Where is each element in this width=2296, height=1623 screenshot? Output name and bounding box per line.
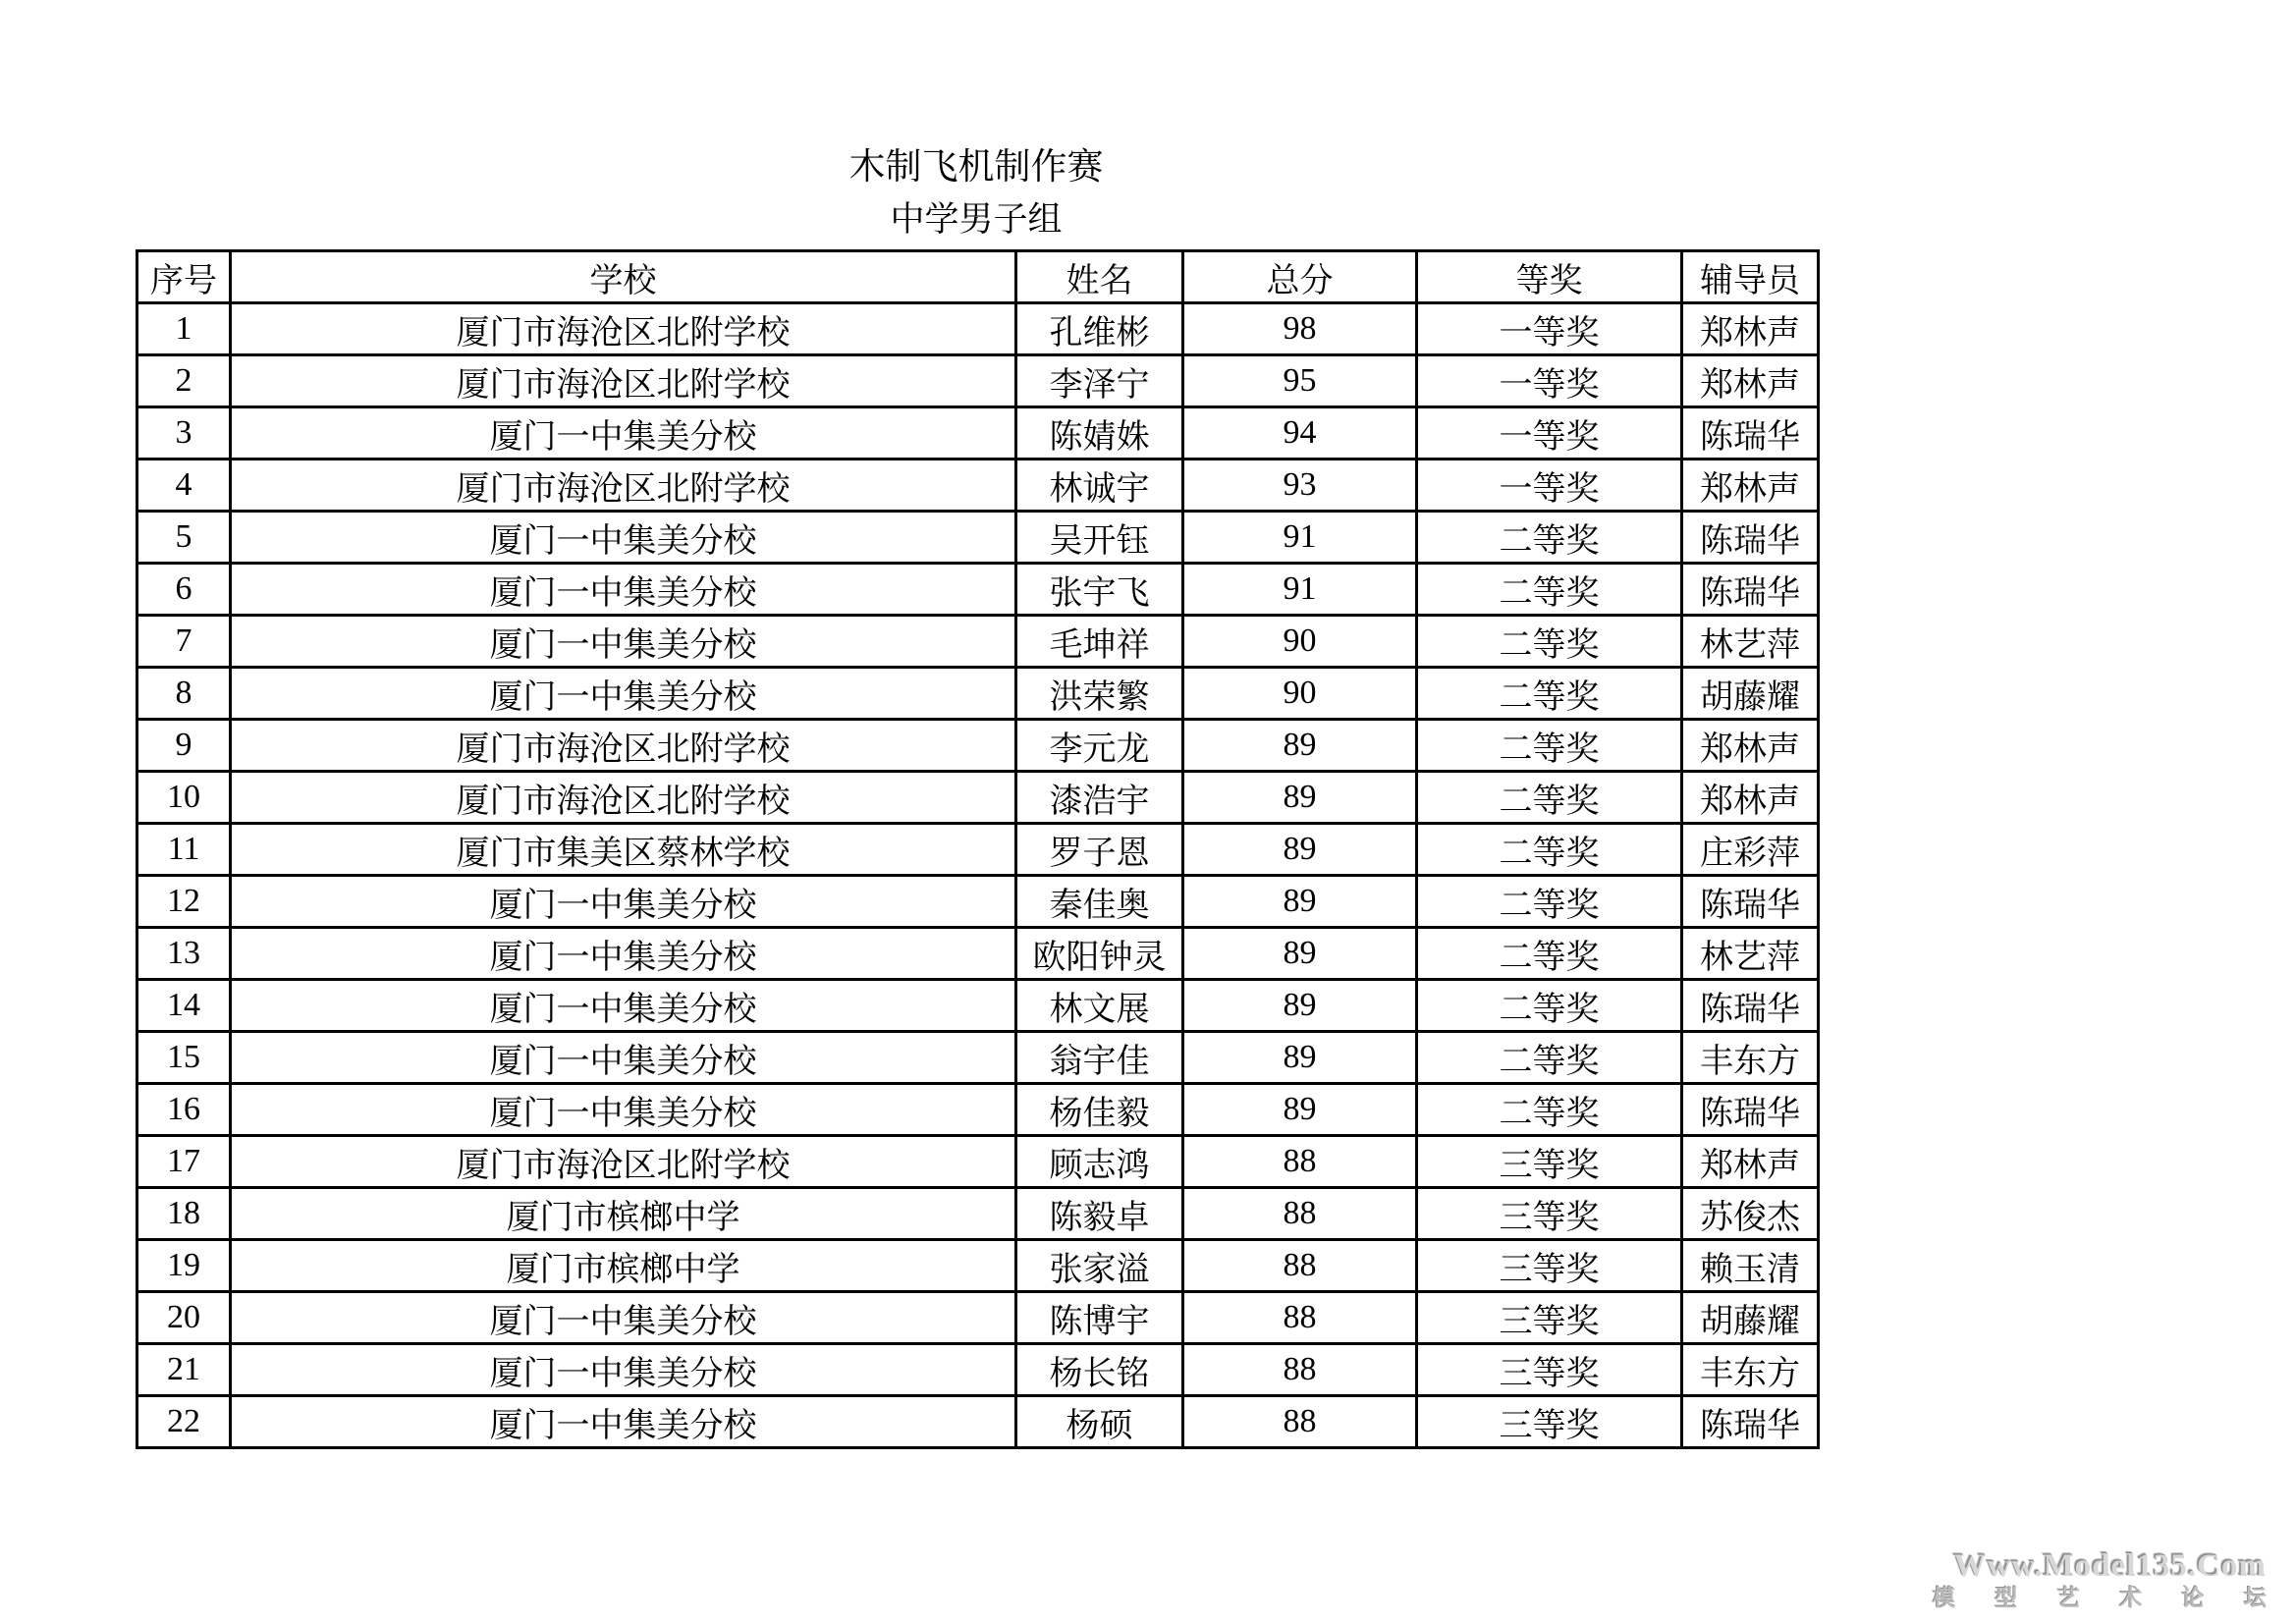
cell-award: 三等奖: [1417, 1136, 1682, 1188]
cell-school: 厦门市海沧区北附学校: [231, 303, 1016, 355]
results-table: [136, 249, 1820, 1449]
cell-name: 毛坤祥: [1016, 616, 1183, 668]
cell-name: 杨佳毅: [1016, 1084, 1183, 1136]
cell-award: 二等奖: [1417, 668, 1682, 720]
cell-name: 林文展: [1016, 980, 1183, 1032]
cell-name: 漆浩宇: [1016, 772, 1183, 824]
cell-award: 二等奖: [1417, 512, 1682, 564]
cell-number: 6: [137, 564, 231, 616]
cell-number: 22: [137, 1396, 231, 1448]
cell-score: 89: [1183, 824, 1417, 876]
cell-score: 93: [1183, 460, 1417, 512]
cell-score: 90: [1183, 616, 1417, 668]
cell-number: 10: [137, 772, 231, 824]
table-row: [137, 1084, 1819, 1136]
cell-score: 88: [1183, 1396, 1417, 1448]
cell-school: 厦门一中集美分校: [231, 1032, 1016, 1084]
cell-school: 厦门一中集美分校: [231, 668, 1016, 720]
cell-number: 18: [137, 1188, 231, 1240]
cell-name: 吴开钰: [1016, 512, 1183, 564]
table-row: [137, 668, 1819, 720]
cell-number: 9: [137, 720, 231, 772]
cell-school: 厦门一中集美分校: [231, 1084, 1016, 1136]
cell-instructor: 丰东方: [1682, 1032, 1819, 1084]
cell-award: 一等奖: [1417, 407, 1682, 460]
table-row: [137, 303, 1819, 355]
cell-score: 88: [1183, 1136, 1417, 1188]
cell-number: 7: [137, 616, 231, 668]
table-row: [137, 824, 1819, 876]
table-row: [137, 1344, 1819, 1396]
cell-instructor: 陈瑞华: [1682, 1396, 1819, 1448]
watermark: [1933, 1548, 2283, 1611]
table-row: [137, 1188, 1819, 1240]
cell-number: 2: [137, 355, 231, 407]
cell-instructor: 郑林声: [1682, 355, 1819, 407]
header-name: 姓名: [1016, 251, 1183, 303]
cell-school: 厦门市海沧区北附学校: [231, 355, 1016, 407]
cell-instructor: 庄彩萍: [1682, 824, 1819, 876]
cell-school: 厦门市槟榔中学: [231, 1240, 1016, 1292]
cell-school: 厦门一中集美分校: [231, 1344, 1016, 1396]
header-award: 等奖: [1417, 251, 1682, 303]
cell-number: 11: [137, 824, 231, 876]
table-row: [137, 616, 1819, 668]
cell-name: 杨硕: [1016, 1396, 1183, 1448]
cell-instructor: 胡藤耀: [1682, 668, 1819, 720]
cell-name: 陈婧姝: [1016, 407, 1183, 460]
cell-score: 94: [1183, 407, 1417, 460]
cell-name: 秦佳奥: [1016, 876, 1183, 928]
cell-score: 91: [1183, 512, 1417, 564]
cell-score: 88: [1183, 1344, 1417, 1396]
cell-instructor: 陈瑞华: [1682, 407, 1819, 460]
cell-number: 14: [137, 980, 231, 1032]
page-subtitle: 中学男子组: [890, 200, 1063, 239]
cell-number: 12: [137, 876, 231, 928]
table-row: [137, 1396, 1819, 1448]
cell-number: 4: [137, 460, 231, 512]
cell-school: 厦门市槟榔中学: [231, 1188, 1016, 1240]
cell-school: 厦门一中集美分校: [231, 980, 1016, 1032]
header-score: 总分: [1183, 251, 1417, 303]
table-row: [137, 460, 1819, 512]
cell-score: 89: [1183, 928, 1417, 980]
table-row: [137, 772, 1819, 824]
cell-name: 孔维彬: [1016, 303, 1183, 355]
cell-number: 13: [137, 928, 231, 980]
cell-award: 二等奖: [1417, 824, 1682, 876]
cell-number: 17: [137, 1136, 231, 1188]
results-sheet: [136, 0, 1817, 1449]
watermark-site-url: Www.Model135.Com: [1953, 1548, 2267, 1584]
cell-name: 顾志鸿: [1016, 1136, 1183, 1188]
cell-score: 89: [1183, 772, 1417, 824]
cell-instructor: 郑林声: [1682, 1136, 1819, 1188]
page-title: 木制飞机制作赛: [848, 147, 1104, 188]
cell-instructor: 赖玉清: [1682, 1240, 1819, 1292]
cell-school: 厦门一中集美分校: [231, 876, 1016, 928]
cell-name: 欧阳钟灵: [1016, 928, 1183, 980]
cell-score: 88: [1183, 1292, 1417, 1344]
watermark-forum-name: 模 型 艺 术 论 坛: [1933, 1585, 2283, 1610]
cell-school: 厦门一中集美分校: [231, 616, 1016, 668]
cell-school: 厦门市海沧区北附学校: [231, 720, 1016, 772]
cell-instructor: 林艺萍: [1682, 616, 1819, 668]
table-row: [137, 1292, 1819, 1344]
cell-number: 8: [137, 668, 231, 720]
cell-score: 89: [1183, 980, 1417, 1032]
table-row: [137, 876, 1819, 928]
cell-instructor: 陈瑞华: [1682, 564, 1819, 616]
cell-instructor: 胡藤耀: [1682, 1292, 1819, 1344]
table-row: [137, 355, 1819, 407]
cell-number: 5: [137, 512, 231, 564]
cell-award: 二等奖: [1417, 1032, 1682, 1084]
table-row: [137, 512, 1819, 564]
table-row: [137, 928, 1819, 980]
header-school: 学校: [231, 251, 1016, 303]
cell-school: 厦门一中集美分校: [231, 928, 1016, 980]
table-row: [137, 980, 1819, 1032]
cell-score: 98: [1183, 303, 1417, 355]
cell-name: 杨长铭: [1016, 1344, 1183, 1396]
cell-instructor: 陈瑞华: [1682, 980, 1819, 1032]
table-row: [137, 1136, 1819, 1188]
header-number: 序号: [137, 251, 231, 303]
cell-school: 厦门一中集美分校: [231, 1396, 1016, 1448]
cell-instructor: 陈瑞华: [1682, 1084, 1819, 1136]
cell-award: 三等奖: [1417, 1188, 1682, 1240]
table-row: [137, 1240, 1819, 1292]
cell-number: 20: [137, 1292, 231, 1344]
cell-award: 三等奖: [1417, 1344, 1682, 1396]
cell-school: 厦门一中集美分校: [231, 1292, 1016, 1344]
cell-instructor: 丰东方: [1682, 1344, 1819, 1396]
cell-score: 89: [1183, 876, 1417, 928]
table-row: [137, 407, 1819, 460]
cell-score: 90: [1183, 668, 1417, 720]
cell-award: 二等奖: [1417, 564, 1682, 616]
cell-instructor: 苏俊杰: [1682, 1188, 1819, 1240]
cell-name: 罗子恩: [1016, 824, 1183, 876]
cell-school: 厦门市海沧区北附学校: [231, 1136, 1016, 1188]
cell-name: 李泽宁: [1016, 355, 1183, 407]
cell-school: 厦门市海沧区北附学校: [231, 460, 1016, 512]
table-header-row: [137, 251, 1819, 303]
cell-name: 陈博宇: [1016, 1292, 1183, 1344]
cell-award: 二等奖: [1417, 1084, 1682, 1136]
cell-school: 厦门一中集美分校: [231, 564, 1016, 616]
cell-number: 3: [137, 407, 231, 460]
cell-name: 林诚宇: [1016, 460, 1183, 512]
cell-school: 厦门一中集美分校: [231, 407, 1016, 460]
cell-name: 翁宇佳: [1016, 1032, 1183, 1084]
cell-award: 二等奖: [1417, 720, 1682, 772]
cell-number: 15: [137, 1032, 231, 1084]
cell-instructor: 陈瑞华: [1682, 512, 1819, 564]
cell-score: 89: [1183, 1032, 1417, 1084]
cell-name: 洪荣繁: [1016, 668, 1183, 720]
table-row: [137, 564, 1819, 616]
cell-award: 一等奖: [1417, 355, 1682, 407]
cell-instructor: 郑林声: [1682, 303, 1819, 355]
cell-score: 95: [1183, 355, 1417, 407]
cell-award: 二等奖: [1417, 980, 1682, 1032]
cell-award: 一等奖: [1417, 303, 1682, 355]
cell-award: 二等奖: [1417, 876, 1682, 928]
table-row: [137, 1032, 1819, 1084]
cell-number: 19: [137, 1240, 231, 1292]
header-instructor: 辅导员: [1682, 251, 1819, 303]
cell-score: 91: [1183, 564, 1417, 616]
cell-school: 厦门一中集美分校: [231, 512, 1016, 564]
cell-award: 三等奖: [1417, 1240, 1682, 1292]
cell-award: 二等奖: [1417, 928, 1682, 980]
cell-school: 厦门市集美区蔡林学校: [231, 824, 1016, 876]
cell-name: 张宇飞: [1016, 564, 1183, 616]
cell-name: 李元龙: [1016, 720, 1183, 772]
cell-award: 三等奖: [1417, 1292, 1682, 1344]
cell-instructor: 林艺萍: [1682, 928, 1819, 980]
cell-number: 21: [137, 1344, 231, 1396]
cell-score: 88: [1183, 1240, 1417, 1292]
cell-score: 88: [1183, 1188, 1417, 1240]
cell-number: 16: [137, 1084, 231, 1136]
cell-award: 一等奖: [1417, 460, 1682, 512]
cell-instructor: 郑林声: [1682, 772, 1819, 824]
cell-award: 二等奖: [1417, 772, 1682, 824]
cell-school: 厦门市海沧区北附学校: [231, 772, 1016, 824]
cell-score: 89: [1183, 720, 1417, 772]
cell-award: 二等奖: [1417, 616, 1682, 668]
cell-name: 张家溢: [1016, 1240, 1183, 1292]
cell-instructor: 陈瑞华: [1682, 876, 1819, 928]
table-row: [137, 720, 1819, 772]
cell-instructor: 郑林声: [1682, 720, 1819, 772]
cell-number: 1: [137, 303, 231, 355]
cell-name: 陈毅卓: [1016, 1188, 1183, 1240]
cell-instructor: 郑林声: [1682, 460, 1819, 512]
cell-award: 三等奖: [1417, 1396, 1682, 1448]
cell-score: 89: [1183, 1084, 1417, 1136]
